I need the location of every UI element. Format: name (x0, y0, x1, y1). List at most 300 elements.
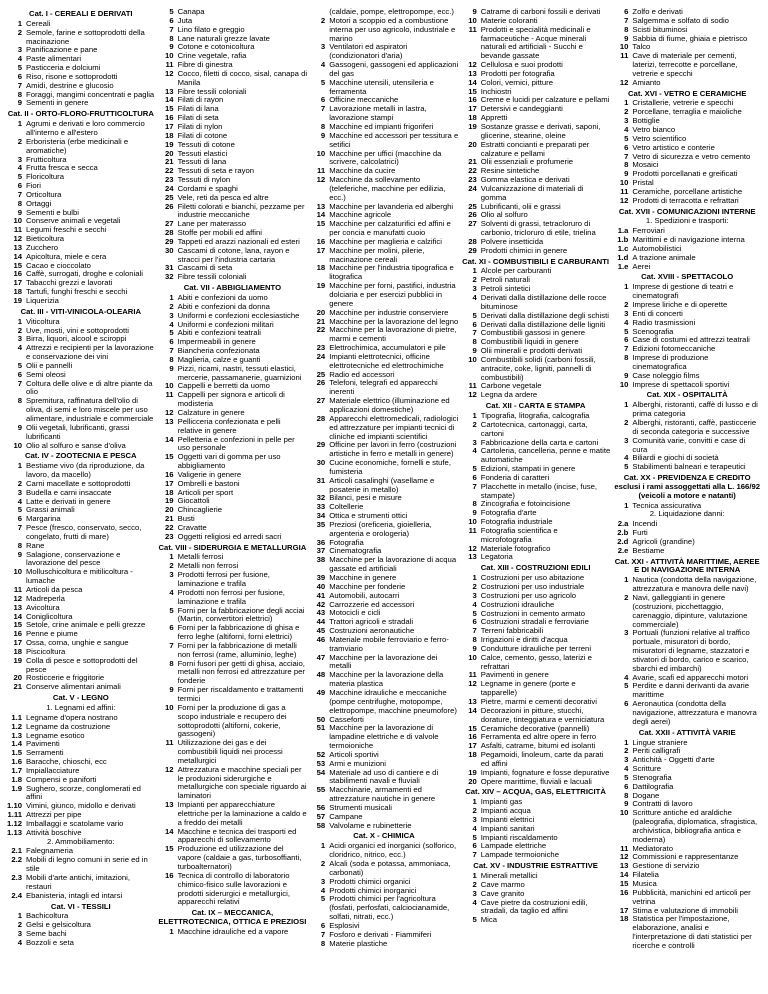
item-text: Agricoli (grandine) (632, 536, 695, 546)
item-number: 51 (316, 723, 326, 733)
item-text: Radio trasmissioni (632, 317, 696, 327)
item-number: 56 (316, 802, 326, 812)
item-text: Cocco, filetti di cocco, sisal, canapa di Manila (177, 68, 308, 87)
list-item (6, 892, 156, 901)
item-text: Commissioni e rappresentanze (632, 852, 739, 862)
list-item (6, 524, 156, 542)
item-text: Olio al solfuro (480, 210, 528, 220)
list-item (158, 739, 308, 766)
item-number: 31 (165, 263, 174, 273)
item-text: Forni fusori per getti di ghisa, acciaio, metalli non ferrosi ed attrezzature per fonderie (177, 658, 305, 686)
column-4 (461, 8, 611, 990)
item-text: Macchine per la lavorazione del legno (329, 316, 459, 326)
item-text: Scritture antiche ed araldiche (paleografia, diplomatica, sfragistica, archivistica, bibliografia antica e moderna) (632, 808, 758, 844)
item-number: 1.11 (7, 810, 22, 820)
item-number: 21 (468, 157, 477, 167)
item-number: 12 (619, 77, 629, 87)
item-number: 1 (320, 841, 326, 851)
list-item (612, 576, 762, 594)
item-text: Prodotti chimici per l'agricoltura (fosfati, perfosfati, calciocianamide, solfati, nitrati, ecc.) (329, 894, 450, 922)
item-text: Creme e lucidi per calzature e pellami (480, 95, 610, 105)
list-item (612, 354, 762, 372)
subgroup-heading: 2. Liquidazione danni: (649, 509, 725, 519)
item-text: Oggetti religiosi ed arredi sacri (177, 531, 282, 541)
item-text: Lampade elettriche (480, 841, 547, 851)
item-number: 49 (316, 687, 326, 697)
list-item (158, 642, 308, 660)
item-number: 17 (316, 245, 326, 255)
item-number: 10 (619, 42, 629, 52)
item-number: 14 (165, 95, 174, 105)
item-number: 2.2 (11, 855, 22, 865)
item-text: Portuali (funzioni relative al traffico portuale, misuratori di bordo, misuratori di legname, stazzatori e stivatori di bordo, carico e scarico, sbarchi ed imbarchi) (632, 628, 750, 673)
item-number: 7 (169, 24, 174, 34)
item-text: Edizioni fotomeccaniche (632, 344, 716, 354)
item-number: 30 (316, 458, 326, 468)
item-number: 1 (472, 871, 477, 880)
item-number: 9 (624, 799, 629, 809)
item-text: Macchine per molini, pilerie, macinazione cereali (329, 245, 425, 264)
item-number: 6 (472, 841, 477, 851)
item-number: 5 (624, 681, 629, 691)
item-text: Macchine e tecnica dei trasporti ed apparecchi di sollevamento (177, 826, 297, 845)
item-text: Combustibili solidi (carboni fossili, antracite, coke, ligniti, pannelli di combustibili) (480, 354, 596, 382)
item-text: Armi e munizioni (329, 758, 387, 768)
item-number: 17 (619, 905, 629, 915)
item-number: 12 (468, 679, 477, 689)
item-text: Lino filato e greggio (177, 24, 245, 34)
item-number: 24 (316, 351, 326, 361)
list-item (461, 707, 611, 725)
item-text: Nautica (condotta della navigazione, attrezzatura e manovra delle navi) (632, 575, 757, 594)
subgroup-heading: 2. Ammobiliamento: (47, 836, 115, 846)
list-item (612, 52, 762, 79)
item-number: 2 (17, 325, 22, 335)
item-number: 17 (13, 638, 22, 648)
list-item (158, 436, 308, 454)
item-text: Combustibili liquidi in genere (480, 337, 579, 347)
item-number: 6 (320, 95, 326, 105)
item-text: Case di costumi ed attrezzi teatrali (632, 335, 750, 345)
item-number: 1.13 (7, 827, 22, 837)
item-text: Vetro di sicurezza e vetro cemento (632, 151, 751, 161)
item-text: Macchine per la lavorazione della materia plastica (329, 670, 444, 689)
item-number: 5 (624, 326, 629, 336)
list-item (158, 928, 308, 937)
item-text: Molluschicoltura e mitilicoltura - lumache (26, 567, 133, 586)
item-text: Ventilatori ed aspiratori (condizionatori d'aria) (329, 42, 408, 61)
item-text: Stenografia (632, 772, 672, 782)
item-number: 11 (165, 390, 174, 400)
item-text: Viticoltura (26, 316, 60, 326)
item-number: 10 (468, 15, 477, 25)
item-text: Legname esotico (26, 730, 85, 740)
item-number: 2 (320, 15, 326, 25)
item-text: Macchine per maglieria e calzifici (329, 236, 442, 246)
item-text: Seme bachi (26, 929, 67, 939)
list-item (309, 556, 459, 574)
item-number: 4 (17, 496, 22, 506)
list-item (461, 247, 611, 256)
item-number: 13 (165, 416, 174, 426)
item-text: Setole, crine animale e pelli grezze (26, 620, 146, 630)
item-number: 16 (316, 236, 326, 246)
item-number: 47 (316, 652, 326, 662)
item-text: Materiale mobile ferroviario e ferro-tramviario (329, 634, 449, 653)
item-number: 1.3 (11, 730, 22, 740)
item-number: 12 (13, 234, 22, 244)
item-number: 30 (165, 245, 174, 255)
item-text: Frutticoltura (26, 154, 67, 164)
list-item (461, 527, 611, 545)
item-text: Olii e pannelli (26, 360, 73, 370)
item-text: Olii vegetali, lubrificanti, grassi lubrificanti (26, 422, 130, 441)
list-item (461, 356, 611, 383)
item-number: 14 (13, 611, 22, 621)
item-number: 21 (165, 514, 174, 524)
item-text: Forni per la fabbricazione di ghisa e ferro leghe (altiforni, forni elettrici) (177, 623, 300, 642)
list-item (309, 895, 459, 922)
item-number: 3 (169, 570, 174, 580)
item-number: 11 (620, 843, 629, 853)
item-number: 6 (472, 319, 477, 329)
item-number: 19 (13, 296, 22, 305)
item-number: 1.1 (11, 712, 22, 722)
item-text: Derivati dalla distillazione delle rocce bituminose (480, 293, 607, 311)
item-number: 4 (17, 54, 22, 64)
item-text: Condutture idrauliche per terreni (480, 643, 592, 653)
column-5 (612, 8, 762, 990)
list-item (6, 424, 156, 442)
item-text: Erboristeria (erbe medicinali e aromatiche) (26, 136, 129, 155)
item-text: Cravatte (177, 522, 207, 532)
item-text: Macchine ed accessori per tessitura e setifici (329, 130, 459, 149)
item-text: Bilanci, pesi e misure (329, 493, 402, 503)
item-number: 34 (316, 511, 326, 521)
item-number: 11 (468, 525, 477, 535)
list-item (309, 860, 459, 878)
list-item (461, 916, 611, 925)
item-number: 27 (468, 219, 477, 229)
item-text: Trattori agricoli e stradali (329, 617, 414, 627)
item-text: Sughero, scorze, conglomerati ed affini (26, 783, 141, 802)
item-text: Vulcanizzazione di materiali di gomma (480, 183, 584, 202)
item-text: Estratti concianti e preparati per calzature e pellami (480, 139, 590, 158)
item-number: 9 (17, 98, 22, 108)
item-number: 26 (165, 201, 174, 211)
item-text: Fibre tessili coloniali (177, 272, 247, 282)
item-text: Semi oleosi (26, 369, 66, 379)
item-text: Scisti bituminosi (632, 24, 688, 34)
item-number: 15 (468, 86, 477, 96)
list-item (309, 654, 459, 672)
item-text: Vele, reti da pesca ed altre (177, 192, 269, 202)
item-number: 2 (169, 301, 174, 311)
list-item (461, 778, 611, 787)
list-item (309, 105, 459, 123)
item-number: 7 (624, 344, 629, 354)
item-number: 1.4 (11, 739, 22, 749)
item-text: Zolfo e derivati (632, 8, 683, 16)
item-number: 6 (472, 617, 477, 627)
item-text: Ceramiche decorative (pannelli) (480, 723, 590, 733)
item-number: 6 (624, 8, 629, 16)
item-number: 14 (165, 434, 174, 444)
item-text: Costruzioni aeronautiche (329, 626, 415, 636)
list-item (612, 594, 762, 629)
item-number: 2.e (617, 545, 629, 555)
item-text: Perdite e danni derivanti da avarie marittime (632, 681, 750, 700)
item-text: Lavorazione metalli in lastra, lavorazione stampi (329, 104, 427, 123)
item-text: Lingue straniere (632, 737, 688, 747)
item-number: 1 (17, 18, 22, 28)
item-number: 23 (316, 343, 326, 353)
item-text: Filetti colorati e bianchi, pezzame per industrie meccaniche (177, 201, 305, 220)
item-number: 4 (624, 672, 629, 682)
item-text: Alberghi, ristoranti, caffè di lusso e di prima categoria (632, 400, 758, 419)
item-number: 10 (619, 178, 629, 188)
item-text: Fiori (26, 181, 41, 191)
item-number: 23 (165, 175, 174, 185)
item-number: 22 (165, 166, 174, 176)
item-number: 9 (624, 33, 629, 43)
item-text: Penne e piume (26, 629, 78, 639)
item-number: 13 (165, 800, 174, 810)
item-number: 4 (472, 823, 477, 833)
item-text: Calzature in genere (177, 407, 245, 417)
item-number: 5 (624, 462, 629, 472)
item-text: Bozzoli e seta (26, 937, 74, 947)
item-text: Cacao e cioccolato (26, 260, 91, 270)
item-text: Radio ed accessori (329, 369, 395, 379)
item-text: Attività boschive (26, 827, 82, 837)
item-number: 12 (468, 60, 477, 70)
list-item (309, 17, 459, 44)
item-text: Stoffe per mobili ed affini (177, 228, 262, 238)
list-item (158, 391, 308, 409)
item-text: Resine sintetiche (480, 166, 540, 176)
item-number: 8 (17, 89, 22, 99)
item-number: 12 (165, 68, 174, 78)
list-item (612, 283, 762, 301)
item-number: 17 (13, 278, 22, 288)
item-text: Edizioni, stampati in genere (480, 464, 576, 474)
item-text: Tappeti ed arazzi nazionali ed esteri (177, 236, 300, 246)
item-text: Colla di pesce e sottoprodotti del pesce (26, 655, 138, 674)
list-item (461, 220, 611, 238)
item-number: 1.e (617, 261, 629, 271)
item-text: Biliardi e giochi di società (632, 453, 719, 463)
item-text: Legumi freschi e secchi (26, 225, 107, 235)
item-number: 7 (320, 929, 326, 939)
item-number: 1 (17, 911, 22, 921)
item-number: 17 (468, 104, 477, 114)
item-text: Cordami e spaghi (177, 183, 238, 193)
list-item (612, 547, 762, 556)
item-text: Fotografia (329, 537, 364, 547)
item-number: 12 (468, 543, 477, 553)
item-text: Coniglicoltura (26, 611, 73, 621)
item-number: 7 (472, 626, 477, 636)
item-text: Cappelli e berretti da uomo (177, 381, 270, 391)
list-item (309, 842, 459, 860)
list-item (6, 442, 156, 451)
item-number: 15 (468, 723, 477, 733)
item-text: Filati di seta (177, 113, 219, 123)
item-text: Lampade termoioniche (480, 850, 559, 860)
list-item (6, 344, 156, 362)
item-text: Costruzioni idrauliche (480, 599, 555, 609)
list-item (309, 671, 459, 689)
item-number: 41 (316, 590, 326, 600)
item-number: 19 (165, 139, 174, 149)
item-text: Attrezzi per pipe (26, 810, 82, 820)
list-item (309, 326, 459, 344)
item-number: 14 (619, 870, 629, 880)
item-text: Filati di lana (177, 104, 219, 114)
item-text: Crine vegetale, rafia (177, 51, 247, 61)
list-item (612, 463, 762, 472)
item-text: Forni per la produzione di gas a scopo industriale e recupero dei sottoprodotti (altiforni, cokerie, gassogeni) (177, 702, 287, 739)
category-heading: Cat. VI - TESSILI (50, 901, 111, 911)
item-text: Prodotti chimici inorganici (329, 885, 417, 895)
item-number: 38 (316, 555, 326, 565)
item-text: Impianti per apparecchiature elettriche per la laminazione a caldo e a freddo dei metalli (177, 800, 307, 827)
item-number: 11 (468, 24, 477, 34)
item-number: 5 (624, 772, 629, 782)
item-number: 19 (316, 281, 326, 291)
item-number: 1 (169, 926, 174, 936)
item-text: Cartoleria, cancelleria, penne e matite automatiche (480, 446, 611, 465)
list-item (6, 874, 156, 892)
list-item (309, 724, 459, 751)
item-number: 12 (165, 407, 174, 417)
item-number: 3 (624, 308, 629, 318)
list-item (612, 700, 762, 727)
item-number: 15 (13, 620, 22, 630)
item-text: Lubrificanti, olii e grassi (480, 201, 561, 211)
item-number: 1.10 (7, 801, 22, 811)
item-text: Macchine per la lavorazione di pietre, marmi e cementi (329, 325, 457, 344)
category-heading: Cat. V - LEGNO (52, 693, 109, 703)
item-text: Pavimenti (26, 739, 60, 749)
item-text: Conserve animali e vegetali (26, 216, 121, 226)
list-item (158, 801, 308, 828)
list-item (158, 624, 308, 642)
item-number: 1 (472, 797, 477, 807)
item-text: Imprese di spettacoli sportivi (632, 379, 730, 389)
item-number: 20 (468, 776, 477, 786)
item-number: 13 (13, 242, 22, 252)
item-number: 1.a (617, 226, 629, 236)
item-number: 1 (472, 573, 477, 583)
item-number: 15 (165, 844, 174, 854)
item-text: Cappelli per signora e articoli di modisteria (177, 390, 285, 409)
item-number: 9 (17, 207, 22, 217)
item-number: 8 (624, 24, 629, 34)
item-number: 1.b (617, 235, 629, 245)
item-number: 1 (17, 119, 22, 129)
item-text: Polvere insetticida (480, 236, 544, 246)
item-number: 8 (17, 198, 22, 208)
item-text: Sementi in genere (26, 98, 89, 108)
item-number: 3 (472, 590, 477, 600)
item-number: 3 (17, 334, 22, 344)
item-text: Attrezzatura e macchine speciali per le produzioni siderurgiche e metallurgiche con speciale riguardo ai laminatori (177, 764, 307, 801)
item-text: Filati di rayon (177, 95, 224, 105)
item-text: Materie plastiche (329, 938, 388, 948)
list-item (158, 453, 308, 471)
item-number: 3 (17, 45, 22, 55)
item-text: Macchine da cucire (329, 166, 396, 176)
category-heading: Cat. II - ORTO-FLORO-FRUTTICOLTURA (7, 109, 154, 119)
item-text: Mica (480, 915, 498, 925)
item-number: 4 (320, 60, 326, 70)
category-heading: Cat. XVIII - SPETTACOLO (641, 272, 734, 282)
item-text: Ebanisteria, intagli ed intarsi (26, 890, 123, 900)
item-text: Officine meccaniche (329, 95, 399, 105)
list-item (612, 437, 762, 455)
item-text: Produzione ed utilizzazione del vapore (caldaie a gas, turbosoffianti, turboalternatori) (177, 844, 302, 871)
item-number: 8 (169, 354, 174, 364)
item-text: Pubblicità, manichini ed articoli per vetrina (632, 887, 751, 906)
item-number: 4 (624, 453, 629, 463)
item-number: 12 (165, 764, 174, 774)
item-number: 45 (316, 626, 326, 636)
list-item (309, 150, 459, 168)
item-number: 7 (624, 15, 629, 25)
item-text: Comunità varie, convitti e case di cura (632, 435, 746, 454)
item-text: Cascami di seta (177, 263, 233, 273)
list-item (612, 682, 762, 700)
category-heading: Cat. XIII - COSTRUZIONI EDILI (480, 563, 591, 573)
item-number: 4 (17, 937, 22, 947)
item-number: 12 (619, 195, 629, 205)
list-item (309, 940, 459, 949)
item-text: Dogane (632, 790, 660, 800)
item-text: Pristal (632, 178, 654, 188)
item-number: 3 (320, 42, 326, 52)
item-text: Oggetti vari di gomma per uso abbigliamento (177, 452, 281, 471)
item-text: Budella e carni insaccate (26, 487, 112, 497)
item-number: 20 (468, 139, 477, 149)
item-number: 19 (468, 767, 477, 777)
item-number: 9 (169, 685, 174, 695)
item-text: Riso, risone e sottoprodotti (26, 71, 118, 81)
list-item (6, 99, 156, 108)
item-number: 17 (468, 741, 477, 751)
item-text: Macchine da sollevamento (teleferiche, macchine per edilizia, ecc.) (329, 175, 446, 202)
item-number: 2 (472, 806, 477, 816)
list-item (6, 29, 156, 47)
item-text: Automobili, autocarri (329, 590, 400, 600)
item-number: 1 (17, 461, 22, 471)
item-text: Caffè, surrogati, droghe e coloniali (26, 269, 143, 279)
item-number: 4 (320, 885, 326, 895)
item-number: 1.5 (11, 748, 22, 758)
item-number: 4 (472, 897, 477, 907)
category-heading: Cat. XV - INDUSTRIE ESTRATTIVE (473, 861, 598, 871)
item-number: 2.b (617, 528, 629, 538)
item-text: Macchine per la lavorazione di acqua gassate ed artificiali (329, 555, 457, 574)
item-number: 8 (472, 635, 477, 645)
list-item (6, 939, 156, 948)
item-number: 14 (468, 705, 477, 715)
item-text: Abiti e confezioni da uomo (177, 293, 268, 302)
item-number: 5 (169, 605, 174, 615)
item-text: Uniformi e confezioni militari (177, 319, 274, 329)
item-text: Zincografia e fotoincisione (480, 499, 571, 509)
